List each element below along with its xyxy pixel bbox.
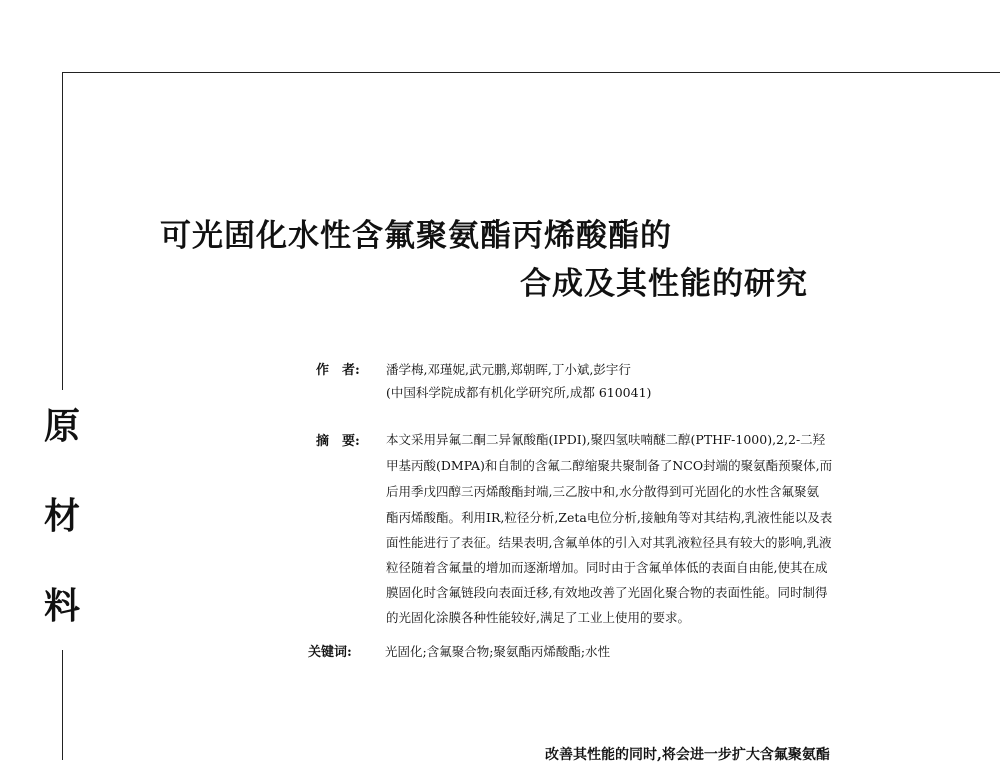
author-names: 潘学梅,邓瑾妮,武元鹏,郑朝晖,丁小斌,彭宇行 [386,362,631,377]
abstract-label: 摘 要: [316,434,360,449]
frame-top-rule [62,72,1000,73]
side-label-char-3: 料 [43,585,80,627]
abstract-line-7: 膜固化时含氟链段向表面迁移,有效地改善了光固化聚合物的表面性能。同时制得 [386,585,828,600]
keywords-text: 光固化;含氟聚合物;聚氨酯丙烯酸酯;水性 [385,644,611,659]
abstract-line-2: 甲基丙酸(DMPA)和自制的含氟二醇缩聚共聚制备了NCO封端的聚氨酯预聚体,而 [386,458,833,473]
abstract-line-8: 的光固化涂膜各种性能较好,满足了工业上使用的要求。 [386,610,690,625]
body-text-fragment: 改善其性能的同时,将会进一步扩大含氟聚氨酯 [545,747,830,763]
abstract-line-6: 粒径随着含氟量的增加而逐渐增加。同时由于含氟单体低的表面自由能,使其在成 [386,560,828,575]
side-label-char-2: 材 [43,495,80,537]
authors-label: 作 者: [316,363,360,378]
abstract-line-5: 面性能进行了表征。结果表明,含氟单体的引入对其乳液粒径具有较大的影响,乳液 [386,535,832,550]
section-side-label [37,405,87,678]
abstract-line-1: 本文采用异氟二酮二异氰酸酯(IPDI),聚四氢呋喃醚二醇(PTHF-1000),2,2-二羟 [386,432,826,447]
frame-left-rule-upper [62,72,63,390]
side-label-char-1: 原 [43,405,80,447]
keywords-label: 关键词: [308,645,352,660]
paper-title-line-1: 可光固化水性含氟聚氨酯丙烯酸酯的 [160,218,672,254]
paper-title-line-2: 合成及其性能的研究 [520,266,808,302]
abstract-line-3: 后用季戊四醇三丙烯酸酯封端,三乙胺中和,水分散得到可光固化的水性含氟聚氨 [386,484,819,499]
author-affiliation: (中国科学院成都有机化学研究所,成都 610041) [386,385,652,400]
abstract-line-4: 酯丙烯酸酯。利用IR,粒径分析,Zeta电位分析,接触角等对其结构,乳液性能以及表 [386,510,833,525]
